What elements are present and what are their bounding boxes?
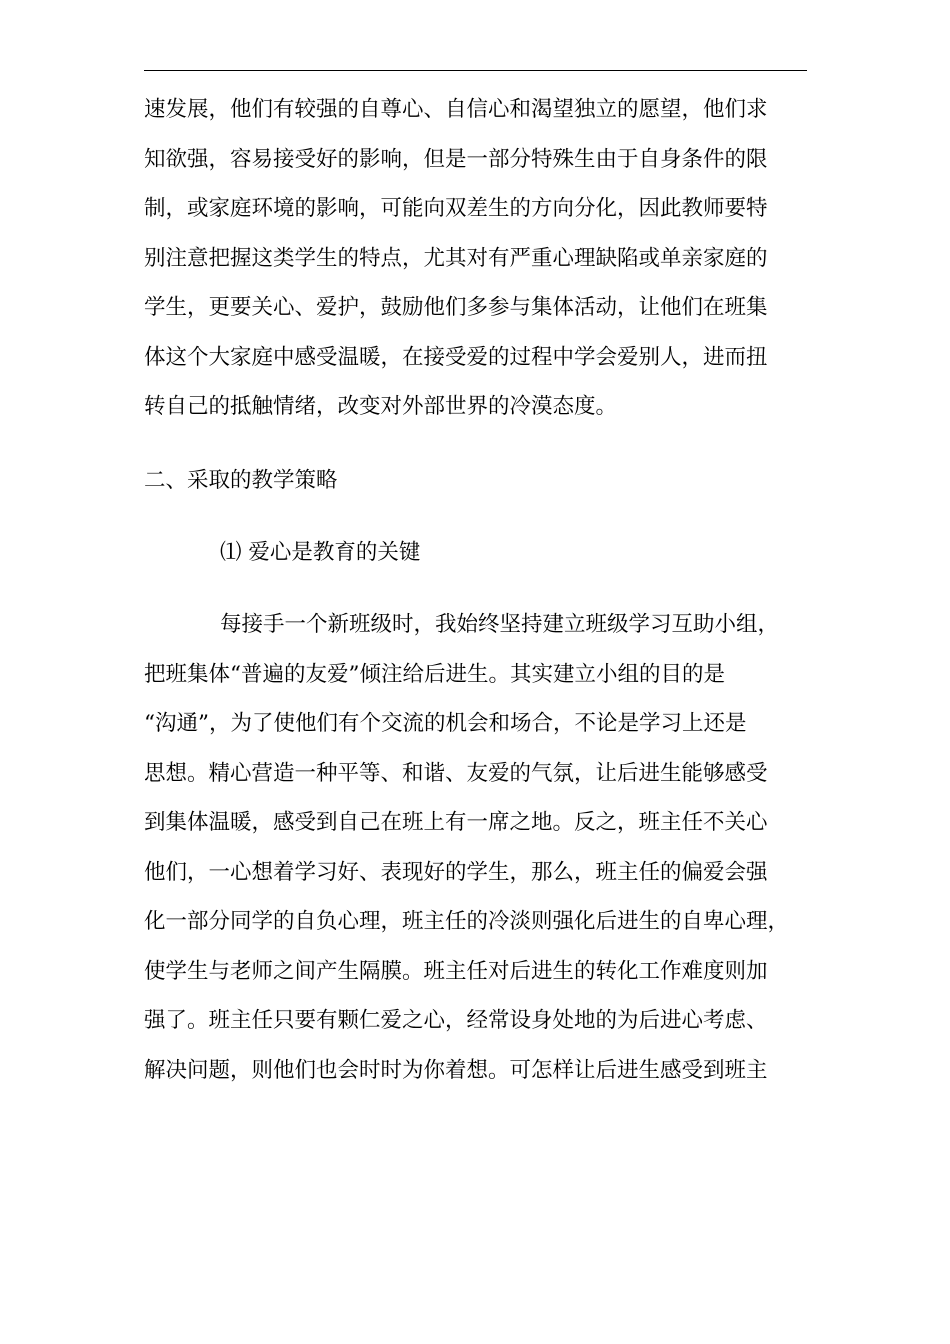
- paragraph-1-line: 转自己的抵触情绪，改变对外部世界的冷漠态度。: [144, 394, 618, 419]
- paragraph-2-line: 他们，一心想着学习好、表现好的学生，那么，班主任的偏爱会强: [144, 859, 768, 885]
- paragraph-1: [144, 85, 814, 432]
- paragraph-2-line: 使学生与老师之间产生隔膜。班主任对后进生的转化工作难度则加: [144, 958, 768, 984]
- paragraph-2-line: 把班集体“普遍的友爱”倾注给后进生。其实建立小组的目的是: [144, 661, 725, 687]
- section-heading: 二、采取的教学策略: [144, 468, 338, 493]
- paragraph-2-line: 每接手一个新班级时，我始终坚持建立班级学习互助小组，: [220, 612, 780, 637]
- paragraph-2: [144, 600, 814, 1095]
- header-rule: [144, 70, 807, 71]
- paragraph-2-line: “沟通”，为了使他们有个交流的机会和场合，不论是学习上还是: [144, 711, 747, 736]
- paragraph-1-line: 别注意把握这类学生的特点，尤其对有严重心理缺陷或单亲家庭的: [144, 245, 768, 271]
- paragraph-1-line: 制，或家庭环境的影响，可能向双差生的方向分化，因此教师要特: [144, 196, 768, 221]
- paragraph-2-line: 思想。精心营造一种平等、和谐、友爱的气氛，让后进生能够感受: [144, 760, 768, 786]
- subsection-heading: ⑴ 爱心是教育的关键: [220, 540, 421, 565]
- paragraph-1-line: 体这个大家庭中感受温暖，在接受爱的过程中学会爱别人，进而扭: [144, 344, 768, 370]
- paragraph-2-line: 强了。班主任只要有颗仁爱之心，经常设身处地的为后进心考虑、: [144, 1008, 768, 1033]
- paragraph-1-line: 速发展，他们有较强的自尊心、自信心和渴望独立的愿望，他们求: [144, 97, 768, 122]
- paragraph-2-line: 解决问题，则他们也会时时为你着想。可怎样让后进生感受到班主: [144, 1057, 768, 1083]
- paragraph-1-line: 学生，更要关心、爱护，鼓励他们多参与集体活动，让他们在班集: [144, 295, 768, 320]
- paragraph-2-line: 到集体温暖，感受到自己在班上有一席之地。反之，班主任不关心: [144, 810, 768, 835]
- paragraph-1-line: 知欲强，容易接受好的影响，但是一部分特殊生由于自身条件的限: [144, 146, 768, 172]
- paragraph-2-line: 化一部分同学的自负心理，班主任的冷淡则强化后进生的自卑心理，: [144, 909, 790, 934]
